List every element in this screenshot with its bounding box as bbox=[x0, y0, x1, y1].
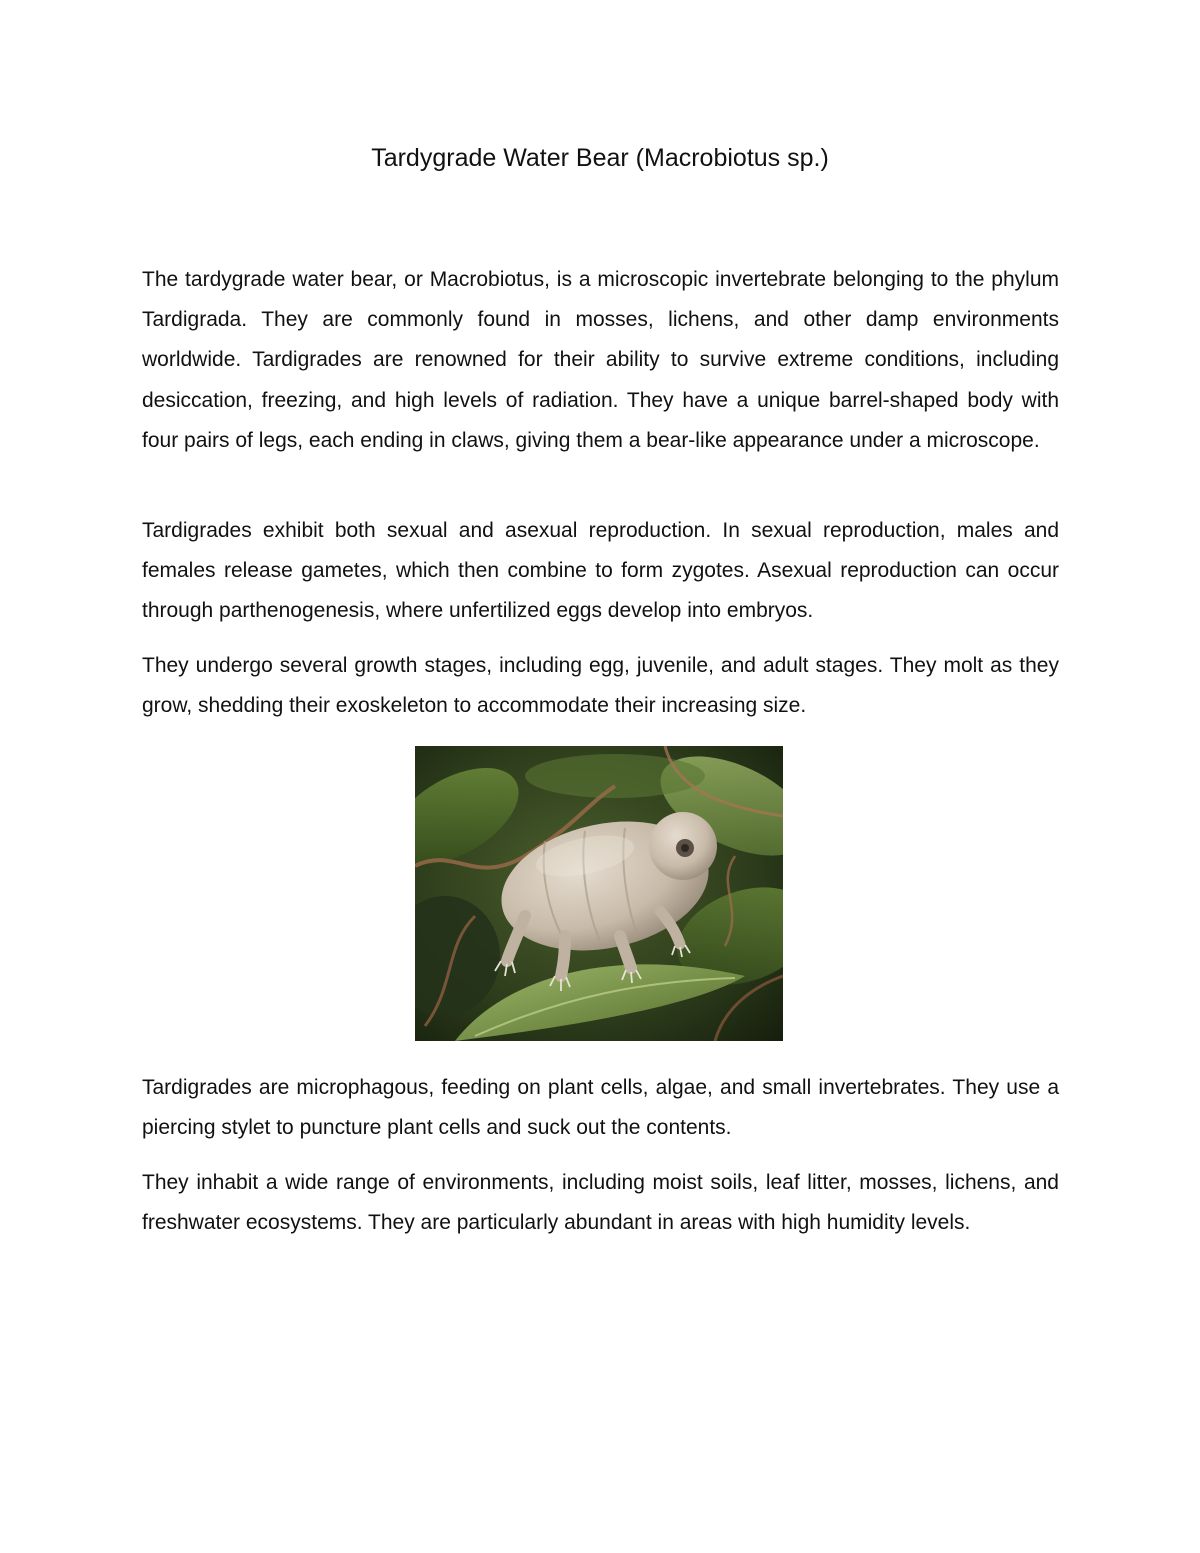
paragraph-reproduction: Tardigrades exhibit both sexual and asexual reproduction. In sexual reproduction, males and females release gametes, which then combine to form zygotes. Asexual reproduction can occur through parthenogenesis, where unfertilized eggs develop into embryos. bbox=[142, 519, 1059, 623]
paragraph-growth: They undergo several growth stages, including egg, juvenile, and adult stages. They molt as they grow, shedding their exoskeleton to accommodate their increasing size. bbox=[142, 654, 1059, 718]
paragraph-diet: Tardigrades are microphagous, feeding on plant cells, algae, and small invertebrates. They use a piercing stylet to puncture plant cells and suck out the contents. bbox=[142, 1076, 1059, 1140]
paragraph-overview: The tardygrade water bear, or Macrobiotus, is a microscopic invertebrate belonging to the phylum Tardigrada. They are commonly found in mosses, lichens, and other damp environments worldwide. Tardigrades are renowned for their ability to survive extreme conditions, including desiccation, freezing, and high levels of radiation. They have a unique barrel-shaped body with four pairs of legs, each ending in claws, giving them a bear-like appearance under a microscope. bbox=[142, 268, 1059, 452]
tardigrade-image bbox=[415, 746, 783, 1041]
paragraph-habitat: They inhabit a wide range of environments, including moist soils, leaf litter, mosses, lichens, and freshwater ecosystems. They are particularly abundant in areas with high humidity levels. bbox=[142, 1171, 1059, 1235]
page-title: Tardygrade Water Bear (Macrobiotus sp.) bbox=[371, 144, 829, 172]
